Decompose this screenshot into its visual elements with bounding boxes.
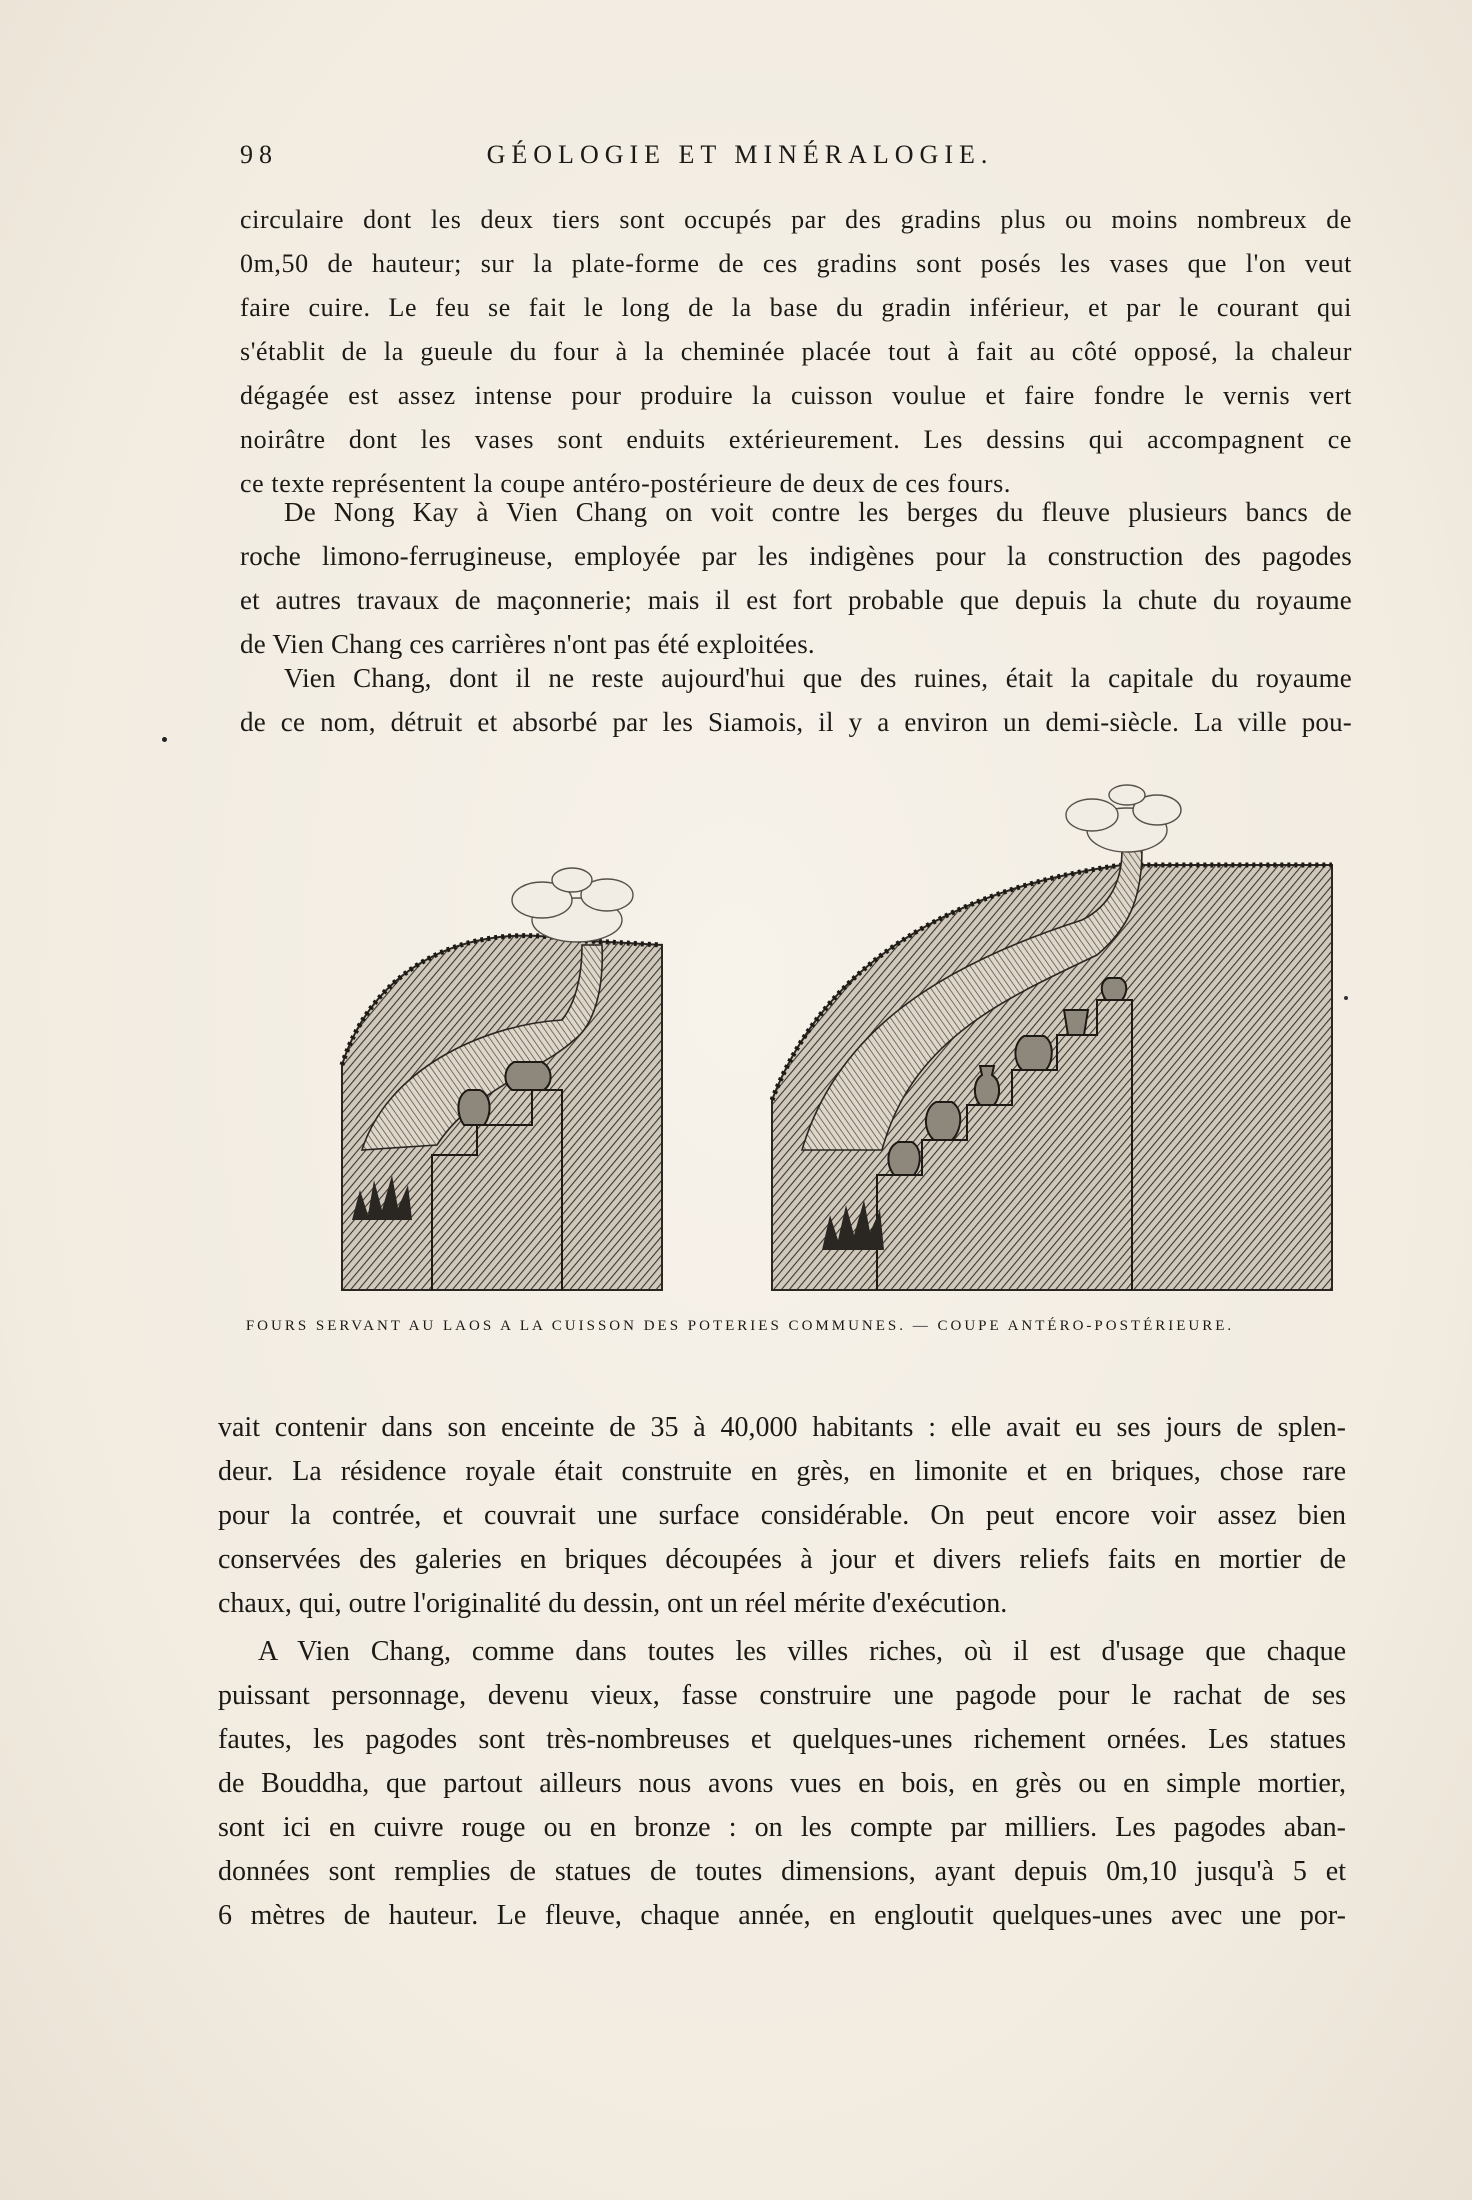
page-number: 98 <box>240 140 278 169</box>
text-line: fautes, les pagodes sont très-nombreuses et quelques-unes richement ornées. Les statues <box>218 1724 1346 1755</box>
text-line: s'établit de la gueule du four à la cheminée placée tout à fait au côté opposé, la chaleur <box>240 337 1352 366</box>
text-line: sont ici en cuivre rouge ou en bronze : on les compte par milliers. Les pagodes aban- <box>218 1812 1346 1843</box>
left-kiln <box>342 868 662 1290</box>
figure-caption: FOURS SERVANT AU LAOS A LA CUISSON DES POTERIES COMMUNES. — COUPE ANTÉRO-POSTÉRIEURE. <box>245 1318 1235 1334</box>
text-line: faire cuire. Le feu se fait le long de la base du gradin inférieur, et par le courant qui <box>240 293 1352 322</box>
text-line: pour la contrée, et couvrait une surface considérable. On peut encore voir assez bien <box>218 1500 1346 1531</box>
text-line: Vien Chang, dont il ne reste aujourd'hui que des ruines, était la capitale du royaume <box>284 663 1352 693</box>
paragraph-vien-chang-city <box>218 1406 1346 1626</box>
text-line: ce texte représentent la coupe antéro-postérieure de deux de ces fours. <box>240 469 1011 498</box>
text-line: de ce nom, détruit et absorbé par les Siamois, il y a environ un demi-siècle. La ville pou- <box>240 707 1352 737</box>
text-line: noirâtre dont les vases sont enduits extérieurement. Les dessins qui accompagnent ce <box>240 425 1352 454</box>
vase-icon <box>1102 978 1127 1000</box>
vase-icon <box>926 1102 960 1140</box>
page-header <box>240 140 1240 180</box>
text-line: chaux, qui, outre l'originalité du dessin, ont un réel mérite d'exécution. <box>218 1588 1008 1619</box>
text-line: 6 mètres de hauteur. Le fleuve, chaque année, en engloutit quelques-unes avec une por- <box>218 1900 1346 1931</box>
paragraph-vien-chang-intro <box>240 656 1352 744</box>
ink-speck <box>162 737 167 742</box>
ink-speck <box>1344 996 1348 1000</box>
vase-icon <box>1064 1010 1088 1035</box>
right-kiln-smoke <box>1066 785 1181 852</box>
vase-icon <box>505 1062 550 1090</box>
paragraph-pagodes <box>218 1630 1346 1938</box>
paragraph-kiln-description <box>240 198 1352 506</box>
text-line: données sont remplies de statues de toutes dimensions, ayant depuis 0m,10 jusqu'à 5 et <box>218 1856 1346 1887</box>
text-line: deur. La résidence royale était construite en grès, en limonite et en briques, chose rare <box>218 1456 1346 1487</box>
text-line: A Vien Chang, comme dans toutes les villes riches, où il est d'usage que chaque <box>258 1636 1346 1667</box>
text-line: puissant personnage, devenu vieux, fasse construire une pagode pour le rachat de ses <box>218 1680 1346 1711</box>
text-line: vait contenir dans son enceinte de 35 à 40,000 habitants : elle avait eu ses jours de splen- <box>218 1412 1346 1443</box>
text-line: 0m,50 de hauteur; sur la plate-forme de ces gradins sont posés les vases que l'on veut <box>240 249 1352 278</box>
text-line: De Nong Kay à Vien Chang on voit contre les berges du fleuve plusieurs bancs de <box>284 497 1352 527</box>
right-kiln <box>772 785 1332 1290</box>
text-line: de Vien Chang ces carrières n'ont pas été exploitées. <box>240 629 815 659</box>
kiln-illustration <box>222 770 1342 1300</box>
paragraph-nong-kay <box>240 490 1352 666</box>
vase-icon <box>888 1142 919 1175</box>
running-title: GÉOLOGIE ET MINÉRALOGIE. <box>486 140 994 169</box>
text-line: de Bouddha, que partout ailleurs nous avons vues en bois, en grès ou en simple mortier, <box>218 1768 1346 1799</box>
vase-icon <box>1015 1036 1051 1070</box>
left-kiln-smoke <box>512 868 633 942</box>
text-line: circulaire dont les deux tiers sont occupés par des gradins plus ou moins nombreux de <box>240 205 1352 234</box>
text-line: dégagée est assez intense pour produire la cuisson voulue et faire fondre le vernis vert <box>240 381 1352 410</box>
vase-icon <box>458 1090 489 1125</box>
text-line: conservées des galeries en briques découpées à jour et divers reliefs faits en mortier de <box>218 1544 1346 1575</box>
text-line: roche limono-ferrugineuse, employée par les indigènes pour la construction des pagodes <box>240 541 1352 571</box>
text-line: et autres travaux de maçonnerie; mais il est fort probable que depuis la chute du royaume <box>240 585 1352 615</box>
